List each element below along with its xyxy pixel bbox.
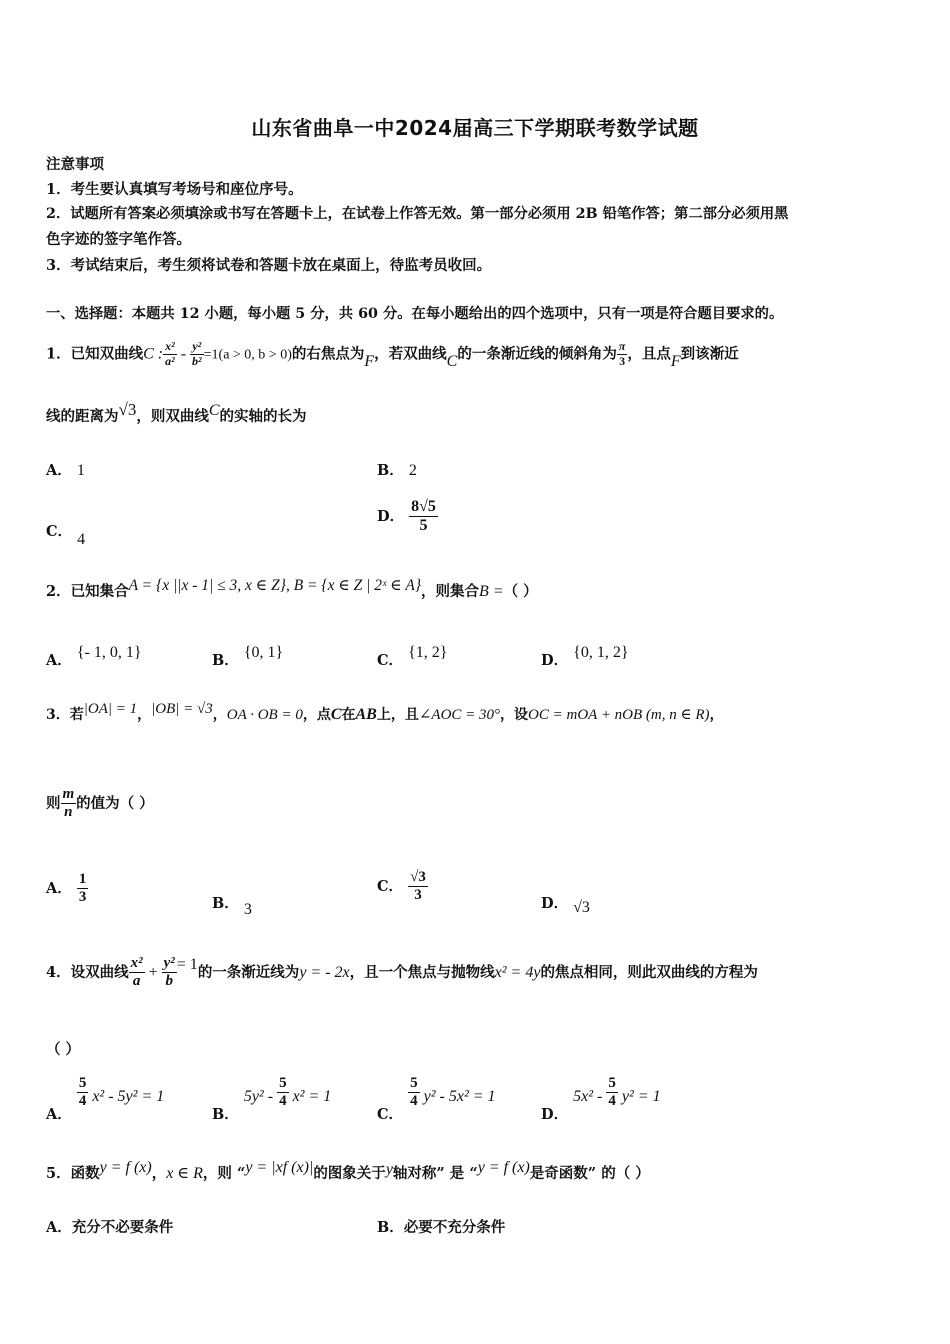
q1-eq-c: C : [143,345,164,363]
q3-option-c[interactable]: C． $\frac{√3}{3}$ [377,869,426,904]
q1-text-4: 的一条渐近线的倾斜角为 [457,345,617,363]
notice-item-2: 2．试题所有答案必须填涂或书写在答题卡上，在试卷上作答无效。第一部分必须用 2B 铅笔作答；第二部分必须用黑 [46,206,789,222]
q5-option-a[interactable]: A．充分不必要条件 [46,1219,174,1236]
q3-line1: 3．若|OA| = 1，|OB| = √3，OA · OB = 0，点C在AB上，且∠AOC = 30°，设OC = mOA + nOB (m, n ∈ R)， [46,701,724,723]
q4-paren: （ ） [46,1041,81,1058]
q1-text-3: ，若双曲线 [374,345,447,363]
q2-option-d[interactable]: D． {0, 1, 2} [541,644,629,669]
q2-option-b[interactable]: B． {0, 1} [212,644,284,669]
q1-line2-c: 的实轴的长为 [219,408,307,425]
q4-frac-x2a: $\frac{\text{x²}}{a}$ [130,955,143,990]
q4-option-c[interactable]: C． $\frac{5}{4}$ y² - 5x² = 1 [377,1075,496,1123]
notice-item-1: 1．考生要认真填写考场号和座位序号。 [46,181,303,198]
q3-option-b[interactable]: B． 3 [212,895,252,918]
q2-set-a: A = {x ||x - 1| ≤ 3, x ∈ Z}, B = {x ∈ Z | 2ˣ ∈ A} [128,577,422,594]
q1-line1: 1．已知双曲线C : $\frac{\text{x²}}{\text{a²}}$ - $\frac{\text{y²}}{\text{b²}}$ =1(a > 0, b > 0)的右焦点为F，若双曲线C的一条渐近线的倾斜角为 $\frac{\pi}{3}$ ，且点F到该渐近 [46,339,739,371]
q5-line: 5．函数y = f (x)，x ∈ R，则 “y = |xf (x)|的图象关于y轴对称” 是 “y = f (x)是奇函数” 的（ ） [46,1159,650,1182]
q1-f2: F [670,353,681,371]
q1-option-d[interactable]: D． $\frac{8√5}{5}$ [377,498,436,535]
q1-option-c[interactable]: C． 4 [46,523,86,548]
q1-c1: C [446,353,458,371]
q1-line2-a: 线的距离为 [46,408,119,425]
q3-option-a[interactable]: A． $\frac{1}{3}$ [46,871,87,906]
q2-set-b: B = [479,583,504,600]
notice-item-2-cont: 色字迹的签字笔作答。 [46,231,191,248]
q1-option-b[interactable]: B． 2 [377,462,417,479]
q1-sqrt3: √3 [118,400,137,419]
q3-frac-mn: $\frac{m}{n}$ [62,786,75,821]
q4-frac-y2b: $\frac{\text{y²}}{b}$ [163,955,175,990]
q1-c2: C [208,402,220,419]
q1-text-1: 1．已知双曲线 [46,345,144,363]
q1-text-2: 的右焦点为 [291,345,365,363]
q3-line2: 则 $\frac{m}{n}$ 的值为（ ） [46,786,154,821]
q1-frac-y2b2: $\frac{\text{y²}}{\text{b²}}$ [192,339,202,368]
q1-frac-pi3: $\frac{\pi}{3}$ [618,339,626,368]
section-heading: 一、选择题：本题共 12 小题，每小题 5 分，共 60 分。在每小题给出的四个选项中，只有一项是符合题目要求的。 [46,306,784,322]
q2-option-c[interactable]: C． {1, 2} [377,644,448,669]
notice-item-3: 3．考试结束后，考生须将试卷和答题卡放在桌面上，待监考员收回。 [46,257,492,274]
q3-option-d[interactable]: D． √3 [541,895,590,916]
q1-option-a[interactable]: A． 1 [46,462,85,479]
q1-text-6: 到该渐近 [680,345,739,363]
q1-text-5: ，且点 [627,345,671,363]
q2-line: 2．已知集合A = {x ||x - 1| ≤ 3, x ∈ Z}, B = {x ∈ Z | 2ˣ ∈ A}，则集合B =（ ） [46,577,538,600]
page-title: 山东省曲阜一中2024届高三下学期联考数学试题 [251,116,699,140]
q4-option-b[interactable]: B． 5y² - $\frac{5}{4}$ x² = 1 [212,1075,332,1123]
q1-f1: F [364,353,375,371]
notice-heading: 注意事项 [46,156,104,173]
q1-line2-b: ，则双曲线 [136,408,209,425]
q1-line2 [46,400,307,426]
q4-option-a[interactable]: A． $\frac{5}{4}$ x² - 5y² = 1 [46,1075,165,1123]
q4-option-d[interactable]: D． 5x² - $\frac{5}{4}$ y² = 1 [541,1075,661,1123]
q1-frac-x2a2: $\frac{\text{x²}}{\text{a²}}$ [165,339,175,368]
q1-eq-tail: =1(a > 0, b > 0) [203,347,292,363]
q4-line1: 4．设双曲线 $\frac{\text{x²}}{a}$ + $\frac{\text{y²}}{b}$ = 1的一条渐近线为y = - 2x，且一个焦点与抛物线x² = 4y的焦点相同，则此双曲线的方程为 [46,955,758,990]
q2-option-a[interactable]: A． {- 1, 0, 1} [46,644,142,669]
q5-option-b[interactable]: B．必要不充分条件 [377,1219,506,1236]
